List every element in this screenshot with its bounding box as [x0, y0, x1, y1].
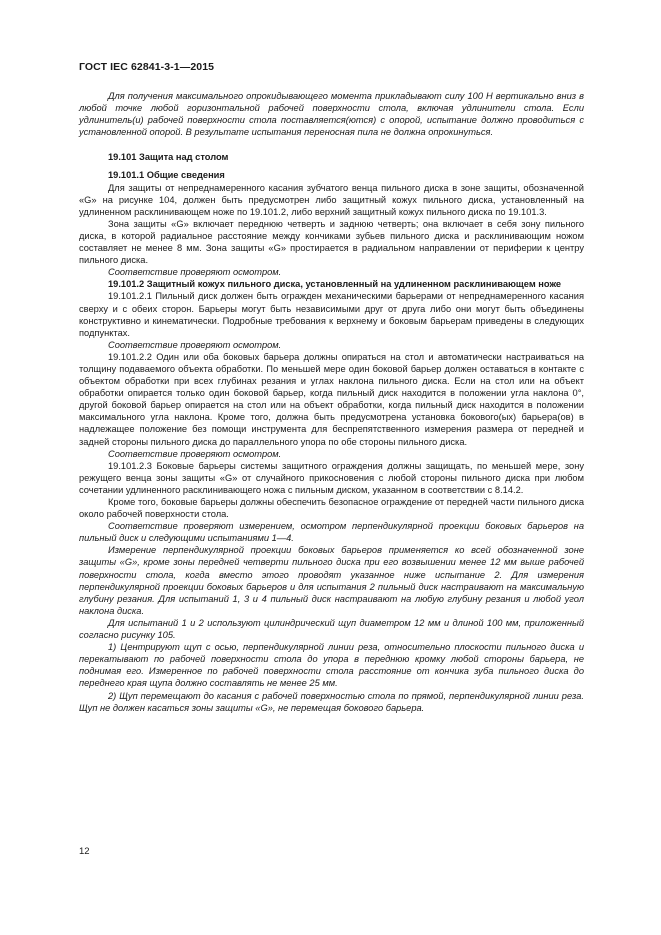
- compliance-note-2: Соответствие проверяют осмотром.: [108, 339, 282, 350]
- paragraph-test-1: 1) Центрируют щуп с осью, перпендикулярной линии реза, относительно плоскости пильного диска и перекатывают по рабочей поверхности стола до упора в переднюю кромку любой стороны барьера, не поднимая его. Измеренное по рабочей поверхности стола расстояние от кончика зуба пильного диска до переднего края щупа должно составлять не менее 25 мм.: [79, 642, 584, 689]
- paragraph-guard-zone-definition: Зона защиты «G» включает переднюю четверть и заднюю четверть; она включает в себя зону пильного диска, в которой радиальное расстояние между кончиками зубьев пильного диска и расклинивающим ножом составляет не менее 8 мм. Зона защиты «G» простирается в радиальном направлении от периферии к центру пильного диска.: [79, 218, 584, 266]
- paragraph-probe-description: Для испытаний 1 и 2 используют цилиндрический щуп диаметром 12 мм и длиной 100 мм, приложенный согласно рисунку 105.: [79, 617, 584, 641]
- document-body: [79, 90, 584, 714]
- paragraph-19-101-2-1: 19.101.2.1 Пильный диск должен быть огражден механическими барьерами от непреднамеренного касания сверху и с обеих сторон. Барьеры могут быть независимыми друг от друга либо они могут быть объединены конструктивно и кинематически. Подробные требования к верхнему и боковым барьерам приведены в следующих подпунктах.: [79, 291, 584, 338]
- section-heading-19-101-2: 19.101.2 Защитный кожух пильного диска, установленный на удлиненном расклинивающем ноже: [108, 279, 562, 290]
- page-number: 12: [79, 846, 90, 857]
- section-heading-19-101: 19.101 Защита над столом: [108, 152, 229, 163]
- compliance-note-3: Соответствие проверяют осмотром.: [108, 448, 282, 459]
- section-heading-19-101-1: 19.101.1 Общие сведения: [108, 170, 225, 181]
- paragraph-19-101-2-2: 19.101.2.2 Один или оба боковых барьера должны опираться на стол и автоматически настраиваться на толщину подаваемого объекта обработки. По меньшей мере один боковой барьер должен оставаться в контакте с объектом обработки при всех глубинах резания и углах наклона пильного диска. Если на стол или на объект обработки опирается только один боковой барьер, когда пильный диск находится в положении угла наклона 0°, другой боковой барьер опирается на стол или на объект обработки, когда пильный диск находится в положении максимального угла наклона. Кроме того, должна быть предусмотрена установка бокового(ых) барьера(ов) в надлежащее положение без помощи инструмента для беспрепятственного измерения размера от передней и задней стороны пильного диска до параллельного упора по обе стороны пильного диска.: [79, 351, 584, 447]
- compliance-note-4: Соответствие проверяют измерением, осмотром перпендикулярной проекции боковых барьеров на пильный диск и следующими испытаниями 1—4.: [79, 521, 584, 544]
- paragraph-19-101-2-3: 19.101.2.3 Боковые барьеры системы защитного ограждения должны защищать, по меньшей мере, зону режущего венца зоны защиты «G» от случайного прикосновения с любой стороны пильного диска при любом сочетании удлиненного расклинивающего ножа с пильным диском, указанном в соответствии с 8.14.2.: [79, 460, 584, 495]
- paragraph-guard-zone-protection: Для защиты от непреднамеренного касания зубчатого венца пильного диска в зоне защиты, обозначенной «G» на рисунке 104, должен быть предусмотрен либо защитный кожух пильного диска, установленный на удлиненном расклинивающем ноже по 19.101.2, либо верхний защитный кожух пильного диска по 19.101.3.: [79, 182, 584, 217]
- compliance-note-1: Соответствие проверяют осмотром.: [108, 267, 282, 278]
- paragraph-front-guarding: Кроме того, боковые барьеры должны обеспечить безопасное ограждение от передней части пильного диска около рабочей поверхности стола.: [79, 497, 584, 520]
- paragraph-test-2: 2) Щуп перемещают до касания с рабочей поверхностью стола по прямой, перпендикулярной линии реза. Щуп не должен касаться зоны защиты «G», не перемещая бокового барьера.: [79, 690, 584, 713]
- paragraph-projection-measurement: Измерение перпендикулярной проекции боковых барьеров применяется ко всей обозначенной зоне защиты «G», кроме зоны передней четверти пильного диска при его возвышении менее 12 мм выше рабочей поверхности стола, когда вместо этого проводят указанное ниже испытание 2. Для измерения перпендикулярной проекции боковых барьеров и для испытания 2 пильный диск настраивают на максимальную глубину резания. Для испытаний 1, 3 и 4 пильный диск настраивают на любую глубину резания и любой угол наклона диска.: [79, 545, 584, 616]
- document-header: ГОСТ IEC 62841-3-1—2015: [79, 61, 215, 73]
- paragraph-overturning-test: Для получения максимального опрокидывающего момента прикладывают силу 100 Н вертикально вниз в любой точке любой горизонтальной рабочей поверхности стола, включая удлинители стола. Если удлинитель(и) рабочей поверхности стола поставляется(ются) с опорой, испытание должно проводиться с установленной опорой. В результате испытания переносная пила не должна опрокинуться.: [79, 91, 584, 138]
